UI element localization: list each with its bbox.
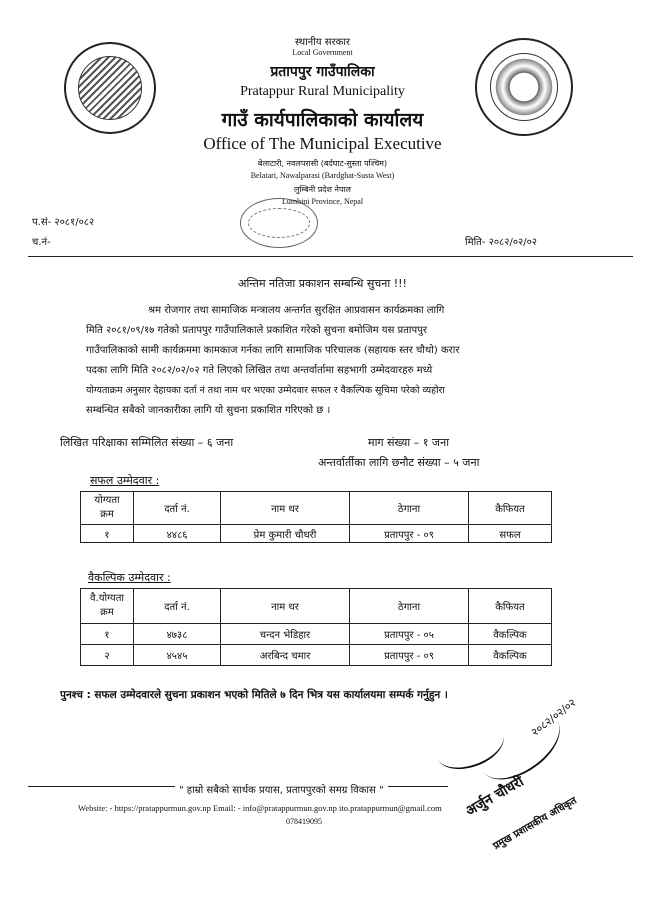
table-row (81, 624, 552, 645)
table-header-row (81, 492, 552, 525)
alternate-table (80, 588, 552, 666)
header-gov-en: Local Government (292, 48, 353, 57)
signature-icon (435, 720, 605, 780)
notice-line: सम्बन्धित सबैको जानकारीका लागि यो सुचना प्रकाशित गरिएको छ । (86, 405, 331, 416)
header-divider (28, 256, 633, 257)
notice-line: श्रम रोजगार तथा सामाजिक मन्त्रालय अन्तर्गत सुरक्षित आप्रवासन कार्यक्रमका लागि (148, 305, 445, 316)
table-row (81, 525, 552, 543)
header-office-en: Office of The Municipal Executive (203, 134, 442, 153)
header-office-np: गाउँ कार्यपालिकाको कार्यालय (221, 109, 424, 131)
name-cell: चन्दन भेडिहार (221, 624, 350, 645)
rank-header (81, 492, 134, 525)
signer-title: प्रमुख प्रशासकीय अधिकृत (491, 795, 579, 853)
header-address-en: Belatari, Nawalparasi (Bardghat-Susta West) (250, 171, 395, 180)
remarks-cell: वैकल्पिक (469, 624, 552, 645)
office-stamp-icon (240, 198, 318, 248)
reg-no-cell: ४४८६ (134, 525, 221, 543)
notice-line: गाउँपालिकाको सामी कार्यक्रममा कामकाज गर्नका लागि सामाजिक परिचालक (सहायक स्तर चौथो) करार (86, 345, 460, 356)
name-cell: अरबिन्द चमार (221, 645, 350, 666)
notice-line: योग्यताक्रम अनुसार देहायका दर्ता नं तथा नाम थर भएका उम्मेदवार सफल र वैकल्पिक सूचिमा परेको व्यहोरा (86, 385, 445, 396)
header-province-en: Lumbini Province, Nepal (281, 197, 364, 206)
name-header: नाम थर (221, 589, 350, 624)
success-table (80, 491, 552, 543)
reg-no-cell: ४७३८ (134, 624, 221, 645)
footer-contact: Website: - https://pratappurmun.gov.np Email: - info@pratappurmun.gov.np ito.pratappurmun@gmail.com (78, 803, 442, 813)
remarks-header: कैफियत (469, 492, 552, 525)
rank-cell: १ (81, 525, 134, 543)
name-cell: प्रेम कुमारी चौधरी (221, 525, 350, 543)
address-cell: प्रतापपुर - ०९ (350, 525, 469, 543)
success-heading: सफल उम्मेदवार : (90, 474, 160, 487)
footnote: पुनश्च : सफल उम्मेदवारले सुचना प्रकाशन भएको मितिले ७ दिन भित्र यस कार्यालयमा सम्पर्क गर्नुहुन । (60, 689, 448, 701)
reg-no-header: दर्ता नं. (134, 492, 221, 525)
ref-date: मिति- २०८२/०२/०२ (465, 237, 537, 248)
stat-interview-count: अन्तर्वार्तीका लागि छनौट संख्या – ५ जना (318, 456, 480, 469)
alternate-heading: वैकल्पिक उम्मेदवार : (88, 571, 171, 584)
table-header-row (81, 589, 552, 624)
rank-cell: २ (81, 645, 134, 666)
remarks-header: कैफियत (469, 589, 552, 624)
header-province-np: लुम्बिनी प्रदेश नेपाल (294, 185, 351, 194)
signature-date: २०८२/०२/०२ (528, 696, 579, 740)
rank-header (81, 589, 134, 624)
rank-header-bottom: क्रम (100, 607, 114, 618)
stat-written-count: लिखित परिक्षाका सम्मिलित संख्या – ६ जना (60, 436, 234, 449)
header-muni-np: प्रतापपुर गाउँपालिका (270, 64, 375, 80)
notice-line: मिति २०८१/०९/१७ गतेको प्रतापपुर गाउँपालिकाले प्रकाशित गरेको सुचना बमोजिम यस प्रतापपुर (86, 325, 427, 336)
ref-cn-number: च.नं- (32, 237, 51, 248)
rank-header-top: वै.योग्यता (89, 593, 125, 604)
header-address-np: बेलाटारी, नवलपरासी (बर्दघाट-सुस्ता पश्चिम) (257, 159, 388, 168)
footer-phone: 078419095 (286, 817, 322, 826)
notice-title: अन्तिम नतिजा प्रकाशन सम्बन्धि सुचना !!! (238, 277, 407, 290)
reg-no-cell: ४५४५ (134, 645, 221, 666)
header-gov-np: स्थानीय सरकार (295, 37, 350, 48)
reg-no-header: दर्ता नं. (134, 589, 221, 624)
address-cell: प्रतापपुर - ०५ (350, 624, 469, 645)
rank-header-top: योग्यता (94, 495, 120, 506)
ref-ps-number: प.सं- २०८१/०८२ (32, 217, 95, 228)
rank-header-bottom: क्रम (100, 509, 114, 520)
remarks-cell: वैकल्पिक (469, 645, 552, 666)
address-header: ठेगाना (350, 492, 469, 525)
notice-line: पदका लागि मिति २०८२/०२/०२ गते लिएको लिखित तथा अन्तर्वार्तामा सहभागी उम्मेदवारहरु मध्ये (86, 365, 433, 376)
remarks-cell: सफल (469, 525, 552, 543)
address-header: ठेगाना (350, 589, 469, 624)
signer-name: अर्जुन चौधरी (463, 773, 527, 820)
footer-slogan: " हाम्रो सबैको सार्थक प्रयास, प्रतापपुरको समग्र विकास " (175, 782, 388, 796)
name-header: नाम थर (221, 492, 350, 525)
table-row (81, 645, 552, 666)
header-muni-en: Pratappur Rural Municipality (240, 84, 405, 99)
address-cell: प्रतापपुर - ०९ (350, 645, 469, 666)
rank-cell: १ (81, 624, 134, 645)
stat-demand-count: माग संख्या – १ जना (368, 436, 450, 449)
